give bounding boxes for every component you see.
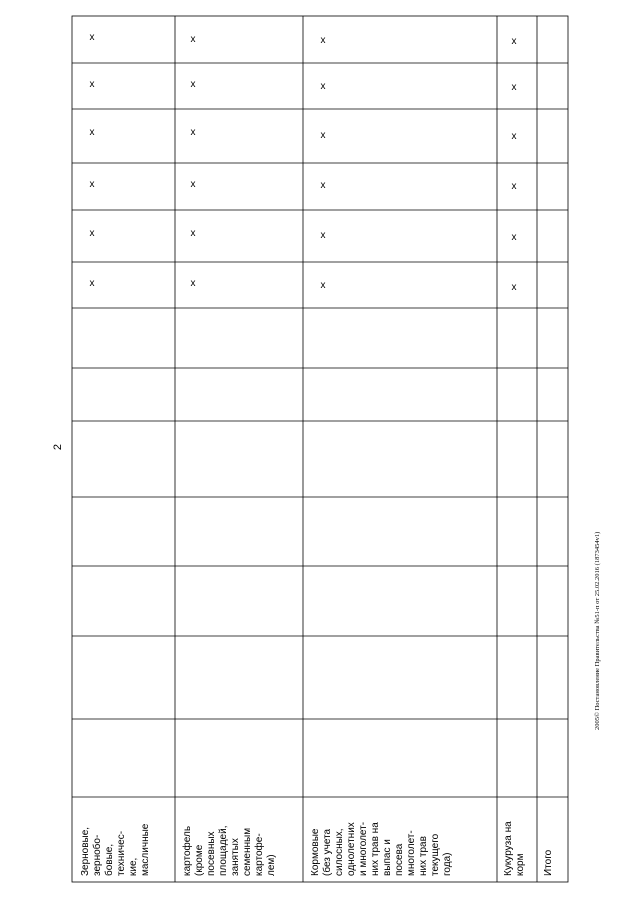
row-label-total <box>543 850 555 876</box>
cell-mark: x <box>89 228 95 239</box>
row-label-line: (кроме <box>194 844 205 876</box>
row-label-line: (без учета <box>322 828 333 876</box>
row-label-line: картофе- <box>254 833 265 876</box>
row-label-line: площадей, <box>218 825 229 876</box>
cell-mark: x <box>320 130 326 141</box>
row-label-line: кие, <box>128 857 139 876</box>
row-label-line: однолетних <box>346 822 357 876</box>
cell-mark: x <box>511 282 517 293</box>
row-label-line: корм <box>515 853 526 876</box>
footer-document-id: 2005© Постановление Правительства №51-п от 25.02.2016 (1873454v1) <box>594 531 601 730</box>
row-label-line: посева <box>394 843 405 876</box>
row-label-line: масличные <box>140 823 151 876</box>
cell-mark: x <box>320 230 326 241</box>
row-label-fodder <box>310 822 454 876</box>
page-number: 2 <box>52 443 64 451</box>
cell-mark: x <box>190 278 196 289</box>
cell-mark: x <box>511 82 517 93</box>
cell-mark: x <box>190 34 196 45</box>
cell-mark: x <box>190 228 196 239</box>
row-label-line: семенным <box>242 827 253 876</box>
row-label-line: них трав <box>418 836 429 876</box>
row-label-corn <box>503 821 527 876</box>
cell-mark: x <box>89 127 95 138</box>
cell-mark: x <box>190 79 196 90</box>
cell-mark: x <box>89 32 95 43</box>
row-label-line: бовые, <box>104 843 115 876</box>
cell-mark: x <box>89 79 95 90</box>
row-label-line: техничес- <box>116 830 127 876</box>
row-label-grain <box>80 824 152 876</box>
row-label-line: посевных <box>206 831 217 876</box>
row-label-line: года) <box>442 852 453 876</box>
row-label-line: Зерновые, <box>80 826 91 876</box>
row-label-potato <box>182 826 278 876</box>
cell-mark: x <box>320 35 326 46</box>
row-label-line: них трав на <box>370 822 381 876</box>
row-label-line: лем) <box>266 854 277 876</box>
row-label-line: многолет- <box>406 830 417 876</box>
row-label-line: зернобо- <box>92 834 103 876</box>
cell-mark: x <box>89 278 95 289</box>
row-label-line: текущего <box>430 833 441 876</box>
row-label-line: и многолет- <box>358 821 369 876</box>
row-label-line: Кукуруза на <box>503 821 514 876</box>
row-label-line: силосных, <box>334 828 345 876</box>
cell-mark: x <box>511 181 517 192</box>
cell-mark: x <box>320 280 326 291</box>
row-label-line: Итого <box>543 849 554 876</box>
row-label-line: картофель <box>182 825 193 876</box>
row-label-line: занятых <box>230 838 241 876</box>
cell-mark: x <box>320 180 326 191</box>
cell-mark: x <box>511 232 517 243</box>
cell-mark: x <box>89 179 95 190</box>
cell-mark: x <box>190 179 196 190</box>
cell-mark: x <box>511 131 517 142</box>
cell-mark: x <box>320 81 326 92</box>
row-label-line: выпас и <box>382 839 393 876</box>
row-label-line: Кормовые <box>310 828 321 876</box>
cell-mark: x <box>190 127 196 138</box>
cell-mark: x <box>511 36 517 47</box>
